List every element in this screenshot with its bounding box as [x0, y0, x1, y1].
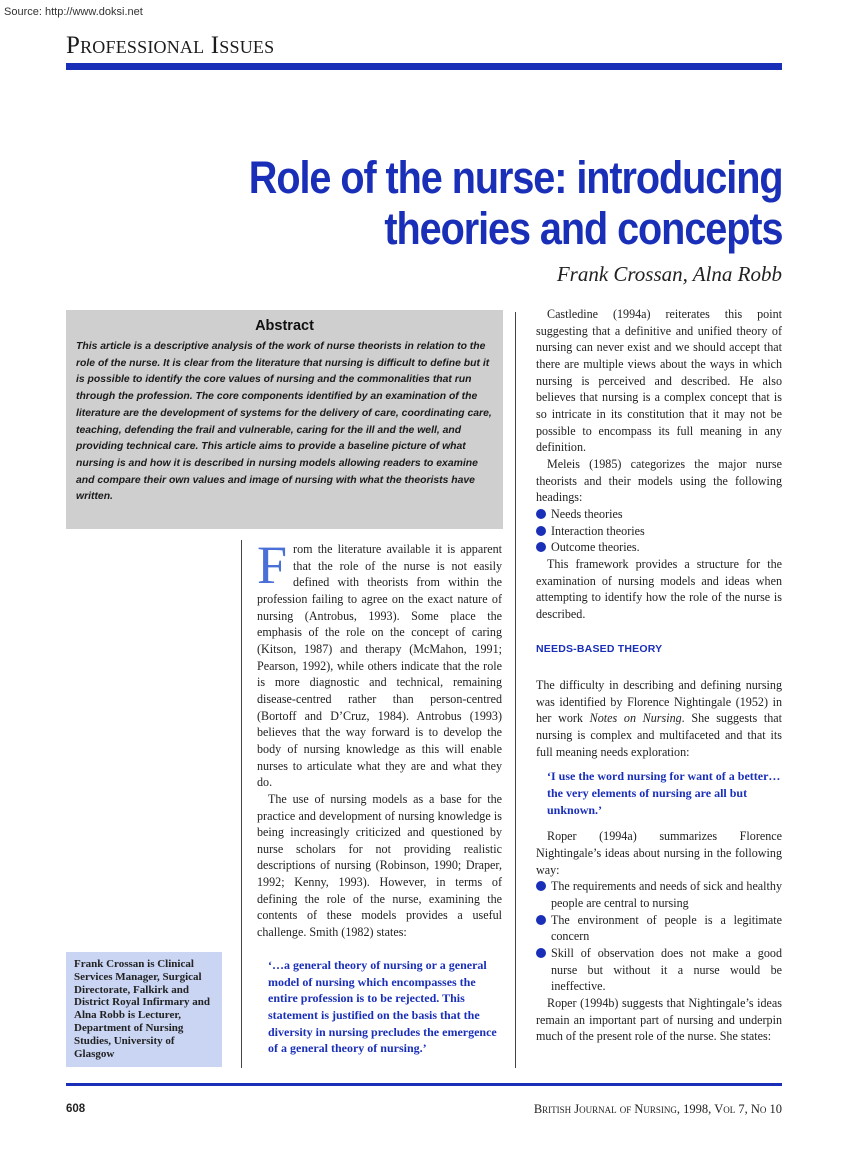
list-item: Outcome theories. — [536, 539, 782, 556]
abstract-box — [66, 310, 503, 529]
list-item: Skill of observation does not make a good nurse but without it a nurse would be ineffective. — [536, 945, 782, 995]
column-divider-right — [515, 312, 516, 1068]
col1-paragraph-2: The use of nursing models as a base for the practice and development of nursing knowledge is being increasingly criticized and questioned by nurse scholars for not providing realistic descriptions of nursing (Robinson, 1990; Draper, 1992; Kenny, 1993). However, in terms of defining the role of the nurse, examining the contents of these models provides a useful challenge. Smith (1982) states: — [257, 791, 502, 940]
col2-paragraph-5: Roper (1994a) summarizes Florence Nightingale’s ideas about nursing in the following way: — [536, 829, 782, 877]
bullet-icon — [536, 542, 546, 552]
meleis-headings-list — [536, 506, 782, 556]
col1-paragraph-1: rom the literature available it is apparent that the role of the nurse is not easily defined with theorists from within the profession failing to agree on the exact nature of nursing (Antrobus, 1993). Some place the emphasis of the role on the concept of caring (Kitson, 1987) and therapy (McMahon, 1991; Pearson, 1992), while others indicate that the role is more diagnostic and technical, remaining disease-centred rather than person-centred (Bortoff and D’Cruz, 1984). Antrobus (1993) believes that the way forward is to develop the body of nursing knowledge as this will enable nurses to articulate what they are and what they do. — [257, 542, 502, 790]
col2-paragraph-1: Castledine (1994a) reiterates this point suggesting that a definitive and unified theory of nursing can never exist and we should accept that there are multiple views about the ways in which nursing is perceived and described. He also believes that nursing is a complex concept that is so intricate in its constitution that it may not be possible to encompass its full meaning in any definition. — [536, 307, 782, 455]
section-label: Professional Issues — [66, 32, 275, 59]
bullet-icon — [536, 948, 546, 958]
bullet-icon — [536, 526, 546, 536]
pull-quote-nightingale: ‘I use the word nursing for want of a better…the very elements of nursing are all but unknown.’ — [547, 769, 781, 817]
list-item: The environment of people is a legitimate concern — [536, 912, 782, 945]
column-divider-left — [241, 540, 242, 1068]
abstract-text: This article is a descriptive analysis of the work of nurse theorists in relation to the role of the nurse. It is clear from the literature that nursing is difficult to define but it is possible to identify the core values of nursing and the commonalities that run through the profession. The core components identified by an examination of the literature are the development of systems for the delivery of care, coordinating care, teaching, defending the frail and vulnerable, caring for the ill and the well, and providing technical care. This article aims to provide a baseline picture of what nursing is and how it is described in nursing models allowing readers to examine and compare their own values and image of nursing with what the theorists have written. — [76, 341, 492, 503]
col2-paragraph-4: The difficulty in describing and defining nursing was identified by Florence Nightingale (1952) in her work Notes on Nursing. She suggests that nursing is complex and multifaceted and that its full meaning needs exploration: — [536, 678, 783, 759]
body-column-1 — [257, 535, 502, 941]
nightingale-ideas-list — [536, 878, 782, 995]
bullet-icon — [536, 881, 546, 891]
footer-rule — [66, 1083, 782, 1086]
list-item: The requirements and needs of sick and healthy people are central to nursing — [536, 878, 782, 911]
bullet-icon — [536, 509, 546, 519]
col2-paragraph-6: Roper (1994b) suggests that Nightingale’s ideas remain an important part of nursing and underpin much of the present role of the nurse. She states: — [536, 995, 782, 1044]
body-column-2 — [536, 306, 782, 1045]
pull-quote-smith: ‘…a general theory of nursing or a general model of nursing which encompasses the entire profession is to be rejected. This statement is justified on the basis that the diversity in nursing precludes the emergence of a general theory of nursing.’ — [268, 958, 497, 1056]
title-line-1: Role of the nurse: introducing — [248, 152, 782, 203]
header-rule — [66, 63, 782, 70]
article-title — [248, 152, 782, 254]
col2-paragraph-3: This framework provides a structure for the examination of nursing models and ideas when attempting to identify how the role of the nurse is described. — [536, 556, 782, 621]
journal-citation: British Journal of Nursing, 1998, Vol 7, No 10 — [533, 1102, 782, 1116]
drop-cap: F — [257, 535, 288, 595]
title-line-2: theories and concepts — [383, 203, 782, 254]
source-note: Source: http://www.doksi.net — [4, 6, 143, 18]
list-item: Interaction theories — [536, 523, 782, 540]
page-number: 608 — [66, 1103, 86, 1115]
abstract-heading: Abstract — [255, 318, 314, 334]
col2-paragraph-2: Meleis (1985) categorizes the major nurse theorists and their models using the following headings: — [536, 456, 782, 505]
list-item: Needs theories — [536, 506, 782, 523]
author-bio: Frank Crossan is Clinical Services Manager, Surgical Directorate, Falkirk and District Royal Infirmary and Alna Robb is Lecturer, Department of Nursing Studies, University of Glasgow — [66, 952, 222, 1067]
section-heading-needs: NEEDS-BASED THEORY — [536, 643, 663, 656]
article-authors: Frank Crossan, Alna Robb — [556, 262, 782, 286]
bullet-icon — [536, 915, 546, 925]
